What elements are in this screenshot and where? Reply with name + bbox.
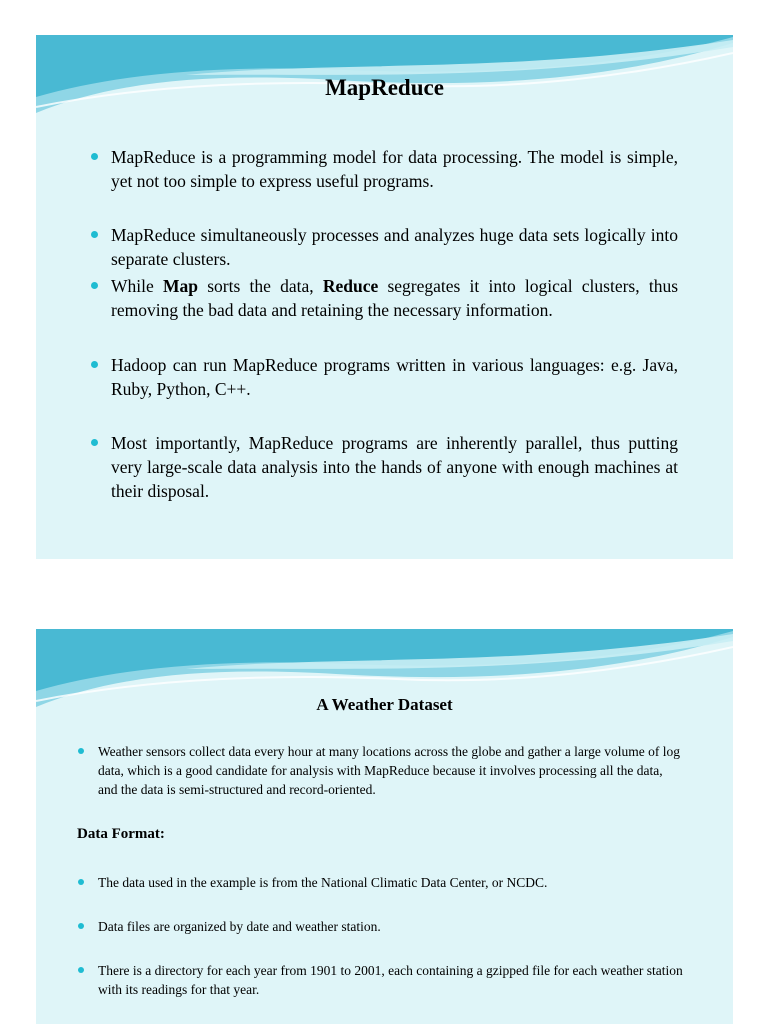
bullet-dot-icon	[91, 153, 98, 160]
bullet-item	[111, 223, 678, 271]
bullet-text: Hadoop can run MapReduce programs written in various languages: e.g. Java, Ruby, Python, C++.	[111, 355, 678, 399]
bullet-text: MapReduce is a programming model for data processing. The model is simple, yet not too simple to express useful programs.	[111, 147, 678, 191]
bullet-dot-icon	[78, 923, 84, 929]
bullet-dot-icon	[78, 879, 84, 885]
bullet-item	[111, 431, 678, 503]
slide-title: MapReduce	[325, 75, 444, 100]
bullet-dot-icon	[91, 231, 98, 238]
bullet-text: MapReduce simultaneously processes and analyzes huge data sets logically into separate clusters.	[111, 225, 678, 269]
bullet-dot-icon	[78, 748, 84, 754]
bullet-dot-icon	[91, 439, 98, 446]
bullet-item	[98, 873, 683, 892]
bullet-text-mid: sorts the data,	[197, 276, 323, 296]
bullet-item	[111, 353, 678, 401]
slide-mapreduce	[36, 35, 733, 559]
slide-weather-dataset	[36, 629, 733, 1024]
bullet-text: There is a directory for each year from 1901 to 2001, each containing a gzipped file for each weather station with its readings for that year.	[98, 963, 683, 997]
slide-title: A Weather Dataset	[316, 695, 453, 714]
bullet-bold-map: Map	[162, 276, 198, 296]
bullet-dot-icon	[91, 361, 98, 368]
bullet-text: Most importantly, MapReduce programs are inherently parallel, thus putting very large-scale data analysis into the hands of anyone with enough machines at their disposal.	[111, 433, 678, 501]
bullet-item	[98, 917, 683, 936]
bullet-text: The data used in the example is from the National Climatic Data Center, or NCDC.	[98, 875, 548, 890]
bullet-text: Weather sensors collect data every hour at many locations across the globe and gather a large volume of log data, which is a good candidate for analysis with MapReduce because it involves processing all the data, and the data is semi-structured and record-oriented.	[98, 744, 680, 797]
bullet-text-pre: While	[111, 276, 163, 296]
bullet-item	[98, 961, 683, 999]
bullet-item	[111, 274, 678, 322]
bullet-dot-icon	[78, 967, 84, 973]
section-subheading: Data Format:	[77, 826, 165, 842]
bullet-item	[111, 145, 678, 193]
bullet-bold-reduce: Reduce	[322, 276, 379, 296]
bullet-dot-icon	[91, 282, 98, 289]
bullet-text-post: segregates it into logical clusters, thus removing the bad data and retaining the necessary information.	[111, 276, 678, 320]
bullet-text: Data files are organized by date and weather station.	[98, 919, 381, 934]
bullet-item	[98, 742, 683, 799]
